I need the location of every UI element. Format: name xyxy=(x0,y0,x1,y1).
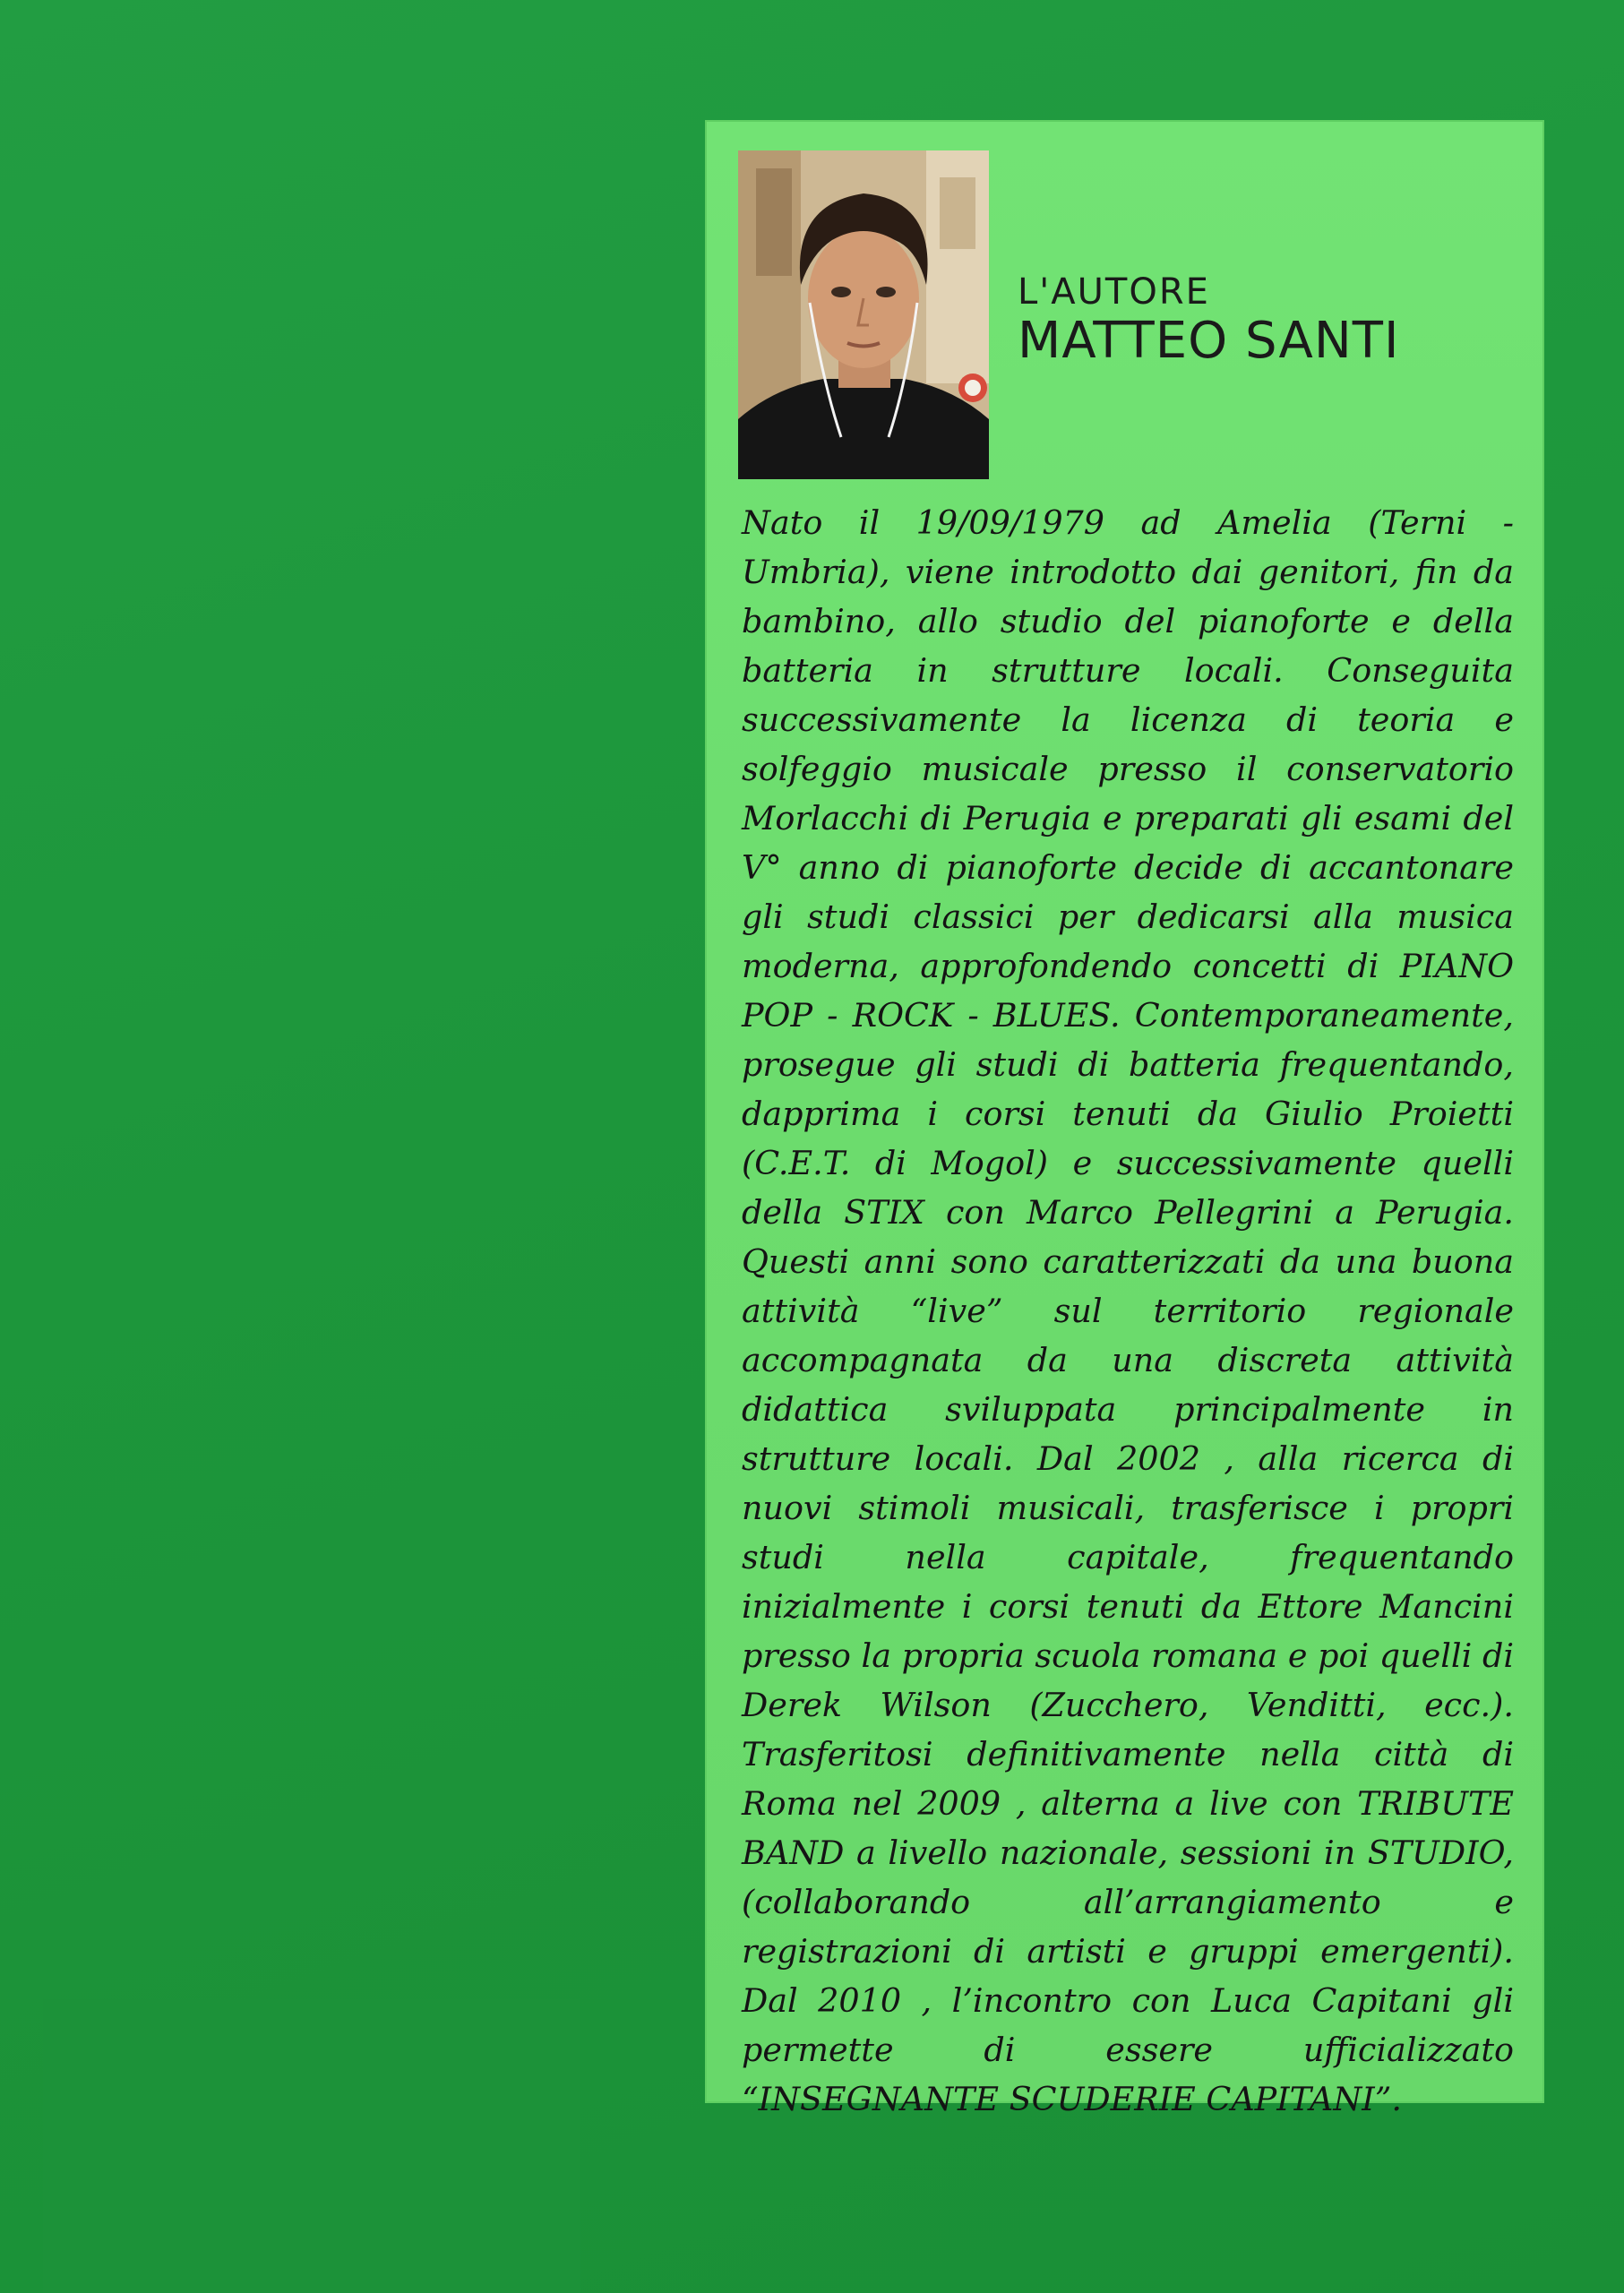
author-photo xyxy=(738,150,989,479)
barcode-area xyxy=(43,1999,580,2293)
author-name: MATTEO SANTI xyxy=(1018,312,1400,370)
author-header xyxy=(1018,271,1519,369)
author-biography: Nato il 19/09/1979 ad Amelia (Terni - Umbria), viene introdotto dai genitori, fin da bambino, allo studio del pianoforte e della batteria in strutture locali. Conseguita successivamente la licenza di teoria e solfeggio musicale presso il conservatorio Morlacchi di Perugia e preparati gli esami del V° anno di pianoforte decide di accantonare gli studi classici per dedicarsi alla musica moderna, approfondendo concetti di PIANO POP - ROCK - BLUES. Contemporaneamente, prosegue gli studi di batteria frequentando, dapprima i corsi tenuti da Giulio Proietti (C.E.T. di Mogol) e successivamente quelli della STIX con Marco Pellegrini a Perugia. Questi anni sono caratterizzati da una buona attività “live” sul territorio regionale accompagnata da una discreta attività didattica sviluppata principalmente in strutture locali. Dal 2002 , alla ricerca di nuovi stimoli musicali, trasferisce i propri studi nella capitale, frequentando inizialmente i corsi tenuti da Ettore Mancini presso la propria scuola romana e poi quelli di Derek Wilson (Zucchero, Venditti, ecc.). Trasferitosi definitivamente nella città di Roma nel 2009 , alterna a live con TRIBUTE BAND a livello nazionale, sessioni in STUDIO, (collaborando all’arrangiamento e registrazioni di artisti e gruppi emergenti). Dal 2010 , l’incontro con Luca Capitani gli permette di essere ufficializzato “INSEGNANTE SCUDERIE CAPITANI”. xyxy=(742,503,1514,2118)
author-portrait-image xyxy=(738,150,989,479)
author-panel xyxy=(705,120,1544,2118)
author-label: L'AUTORE xyxy=(1018,271,1210,313)
